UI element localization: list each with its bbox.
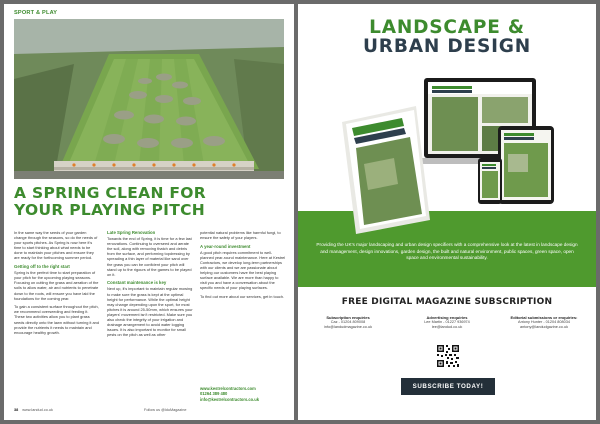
article-column-1 bbox=[14, 230, 100, 338]
subheading: Late Spring Renovation bbox=[107, 230, 156, 235]
enquiry-contact: Caz - 01204 809008 bbox=[330, 320, 366, 325]
enquiry-email-link[interactable]: info@landudmagazine.co.uk bbox=[324, 325, 372, 330]
article-column-3 bbox=[200, 230, 286, 303]
subheading: Getting off to the right start bbox=[14, 264, 70, 270]
paragraph: To find out more about our services, get in touch. bbox=[200, 294, 285, 300]
subscription-heading: FREE DIGITAL MAGAZINE SUBSCRIPTION bbox=[341, 297, 553, 307]
page-footer bbox=[14, 408, 286, 412]
article-headline bbox=[14, 185, 286, 219]
section-tag: SPORT & PLAY bbox=[14, 10, 58, 16]
enquiry-contact: Antony Hunter - 01204 808034 bbox=[518, 320, 570, 325]
headline-line-1: A SPRING CLEAN FOR bbox=[14, 184, 207, 202]
enquiry-email-link[interactable]: antony@landudgazine.co.uk bbox=[520, 325, 568, 330]
paragraph: To gain a consistent surface throughout the pitch, we recommend overseeding and feeding it. These two activities allow you to plant grass seeds directly onto the lawn without turning it and provide the nutrients it needs to maintain and encourage healthy growth. bbox=[14, 304, 99, 335]
paragraph: Spring is the perfect time to start preparation of your pitch for the upcoming playing seasons. Focusing on cutting the grass and aeration of the soils to allow water, air and nutrients to penetrate down to the roots, will ensure you have laid the foundations for the coming year. bbox=[14, 270, 99, 301]
contact-website-link[interactable]: www.kestrelcontractors.com bbox=[200, 386, 256, 391]
subheading: Constant maintenance is key bbox=[107, 280, 167, 286]
title-line-2: URBAN DESIGN bbox=[362, 36, 532, 57]
enquiry-heading: Advertising enquiries bbox=[426, 315, 468, 320]
headline-line-2: YOUR PLAYING PITCH bbox=[14, 201, 206, 219]
subscription-enquiries bbox=[302, 315, 394, 331]
contact-phone: 01264 389 480 bbox=[200, 391, 228, 397]
subscribe-button[interactable]: SUBSCRIBE TODAY! bbox=[401, 378, 495, 395]
editorial-enquiries bbox=[498, 315, 590, 331]
paragraph: In the same way the seeds of your garden change through the seasons, so do the needs of your sports pitches. As Spring is now here it's time to start thinking about what needs to be done to maintain your pitches and ensure they are ready for the forthcoming summer period. bbox=[14, 230, 98, 261]
article-body bbox=[14, 230, 286, 412]
qr-code-icon[interactable] bbox=[436, 344, 460, 368]
article-column-2 bbox=[107, 230, 193, 341]
enquiry-contact: Lee Martin - 01227 936974 bbox=[424, 320, 470, 325]
left-page bbox=[4, 4, 294, 420]
enquiry-heading: Editorial submissions or enquiries: bbox=[510, 315, 578, 320]
footer-site: www.landud.co.uk bbox=[22, 408, 53, 412]
paragraph: Towards the end of Spring, it is time for a few last renovations. Continuing to overseed and aerate the soil, along with removing thatch and debris from the surface, and performing topdressing by spreading a thin layer of material like sand over the grass you can be confident your pitch will stand up to the rigours of the games to be played on it. bbox=[107, 236, 192, 277]
subheading: A year-round investment bbox=[200, 243, 251, 249]
aerial-pitch-photo bbox=[14, 19, 284, 179]
title-line-1: LANDSCAPE & bbox=[369, 17, 525, 38]
printed-magazine-icon bbox=[342, 106, 430, 234]
magazine-description: Providing the UK's major landscaping and urban design specifiers with a comprehensive look at the latest in landscape design and management, design innovations, garden design, the built and natural environment, public spaces, green space, open space and environmental sustainability. bbox=[316, 242, 578, 261]
paragraph: A good pitch requires commitment to well-planned year-round maintenance. Here at Kestrel Contractors, we develop long-term partnerships with our clients and we are passionate about helping our customers have the best playing surface available. We are more than happy to visit you and have a conversation about the specific needs of your playing surfaces. bbox=[200, 249, 286, 291]
advertising-enquiries bbox=[401, 315, 493, 331]
phone-icon bbox=[478, 158, 502, 204]
enquiry-heading: Subscription enquiries bbox=[326, 315, 370, 320]
page-number: 38 bbox=[14, 408, 19, 412]
paragraph: Next up, it's important to maintain regular mowing to make sure the grass is kept at the optimal height for performance. While the optimal height may change depending upon the sport, for most pitches it is around 25-50mm, which ensures your players' movement isn't restricted. Make sure you also check the integrity of your irrigation and drainage arrangement to avoid water logging issues. It is also important to monitor for small pests on the pitch as well as other bbox=[107, 286, 193, 338]
devices-illustration bbox=[298, 64, 596, 236]
footer-follow: Follow us @lduMagazine bbox=[144, 408, 187, 412]
paragraph: potential natural problems like harmful fungi, to ensure the safety of your players. bbox=[200, 230, 281, 241]
magazine-title bbox=[298, 18, 596, 56]
tablet-icon bbox=[498, 126, 554, 204]
right-page bbox=[298, 4, 596, 420]
contact-email-link[interactable]: info@kestrelcontractors.co.uk bbox=[200, 396, 260, 402]
device-mockups bbox=[298, 64, 596, 236]
contact-details bbox=[200, 386, 259, 402]
aerial-pitch-illustration bbox=[14, 19, 284, 179]
enquiry-email-link[interactable]: lee@landud.co.uk bbox=[431, 325, 463, 330]
